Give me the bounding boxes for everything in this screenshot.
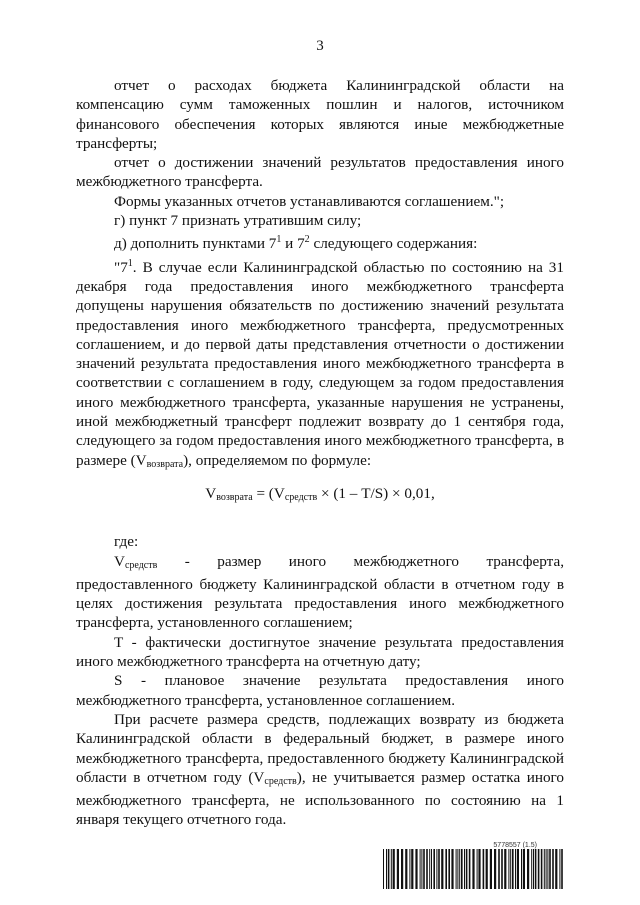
barcode-bar [469, 849, 471, 889]
barcode-bar [386, 849, 387, 889]
barcode-bar [486, 849, 488, 889]
barcode-bar [541, 849, 543, 889]
barcode-bar [515, 849, 516, 889]
formula: $V_{возврата} = (V_{средств} \times (1 - T/S) \times 0,01$, [205, 484, 435, 503]
barcode-bar [456, 849, 457, 889]
barcode-bar [533, 849, 534, 889]
barcode-bar [549, 849, 551, 889]
barcode-bar [388, 849, 390, 889]
barcode-bar [436, 849, 437, 889]
barcode-bar [531, 849, 532, 889]
barcode-bar [521, 849, 522, 889]
barcode-bar [498, 849, 500, 889]
barcode-bar [478, 849, 480, 889]
barcode-bar [504, 849, 506, 889]
barcode-bar [501, 849, 503, 889]
paragraph-def-s: S - плановое значение результата предоставления иного межбюджетного трансферта, установленное соглашением. [76, 672, 564, 709]
barcode-icon [381, 849, 567, 889]
barcode-bar [544, 849, 545, 889]
barcode-bar [433, 849, 435, 889]
barcode-bar [510, 849, 511, 889]
barcode-bar [461, 849, 463, 889]
barcode-bar [383, 849, 384, 889]
barcode-bar [517, 849, 519, 889]
barcode-bar [494, 849, 496, 889]
barcode-bar [552, 849, 554, 889]
barcode-bar [441, 849, 443, 889]
barcode-bar [490, 849, 492, 889]
barcode-bar [538, 849, 540, 889]
paragraph-forms: Формы указанных отчетов устанавливаются соглашением."; [114, 192, 505, 210]
barcode-bar [523, 849, 525, 889]
barcode-bar [555, 849, 557, 889]
barcode-bar [457, 849, 458, 889]
barcode-bar [426, 849, 428, 889]
barcode-bar [466, 849, 468, 889]
paragraph-def-t: T - фактически достигнутое значение результата предоставления иного межбюджетного трансферта на отчетную дату; [76, 633, 564, 671]
barcode-bar [512, 849, 514, 889]
barcode-bar [547, 849, 548, 889]
barcode-bar [508, 849, 509, 889]
barcode-bar [448, 849, 450, 889]
barcode-bar [431, 849, 432, 889]
barcode-bar [421, 849, 422, 889]
barcode-bar [391, 849, 392, 889]
barcode-bar [415, 849, 417, 889]
paragraph-clause-7-1: "$7^1$. В случае если Калининградской областью по состоянию на 31 декабря года предоставления иного межбюджетного трансферта допущены нарушения обязательств по достижению значений результата предоставления иного межбюджетного трансферта, предусмотренных соглашением, и до первой даты представления отчетности о достижении значений результата предоставления иного межбюджетного трансферта в соответствии с соглашением в году, следующем за годом предоставления иного межбюджетного трансферта, указанные нарушения не устранены, иной межбюджетный трансферт подлежит возврату до 1 сентября года, следующего за годом предоставления иного межбюджетного трансферта, в размере $(V_{возврата})$, определяемом по формуле: [76, 257, 564, 470]
barcode-bar [411, 849, 413, 889]
barcode-bar [409, 849, 410, 889]
paragraph-report-results: отчет о достижении значений результатов предоставления иного межбюджетного трансферта. [76, 154, 564, 191]
barcode-bar [405, 849, 407, 889]
barcode-bar [459, 849, 460, 889]
barcode-bar [393, 849, 395, 889]
barcode-bar [397, 849, 399, 889]
barcode-bar [429, 849, 430, 889]
barcode-bar [401, 849, 403, 889]
document-body [76, 76, 564, 830]
paragraph-item-g: г) пункт 7 признать утратившим силу; [114, 212, 362, 230]
paragraph-item-d: д) дополнить пунктами $7^1$ и $7^2$ следующего содержания: [114, 234, 478, 253]
barcode-bar [423, 849, 425, 889]
paragraph-report-expenses: отчет о расходах бюджета Калининградской области на компенсацию сумм таможенных пошлин и налогов, источником финансового обеспечения которых являются иные межбюджетные трансферты; [76, 77, 564, 152]
barcode-bar [438, 849, 440, 889]
paragraph-where: где: [114, 533, 139, 551]
barcode-bar [546, 849, 547, 889]
barcode-bar [420, 849, 421, 889]
paragraph-calculation: При расчете размера средств, подлежащих возврату из бюджета Калининградской области в федеральный бюджет, в размере иного межбюджетного трансферта, предоставленного бюджету Калининградской области в отчетном году $(V_{средств})$, не учитывается размер остатка иного межбюджетного трансферта, не использованного по состоянию на 1 января текущего отчетного года. [76, 710, 564, 829]
barcode-bar [445, 849, 447, 889]
page-number: 3 [316, 38, 324, 54]
barcode-bar [483, 849, 485, 889]
barcode-bar [477, 849, 478, 889]
paragraph-def-v: $V_{средств}$ - размер иного межбюджетного трансферта, предоставленного бюджету Калининградской области в отчетном году в целях достижения результата предоставления иного межбюджетного трансферта, установленного соглашением; [76, 552, 564, 632]
barcode-block [381, 842, 567, 889]
barcode-bar [559, 849, 560, 889]
barcode-bar [472, 849, 474, 889]
barcode-bar [535, 849, 537, 889]
barcode-bar [464, 849, 465, 889]
barcode-bar [561, 849, 563, 889]
barcode-bar [527, 849, 529, 889]
barcode-id: 5778557 (1.5) [493, 842, 537, 849]
barcode-bar [451, 849, 453, 889]
